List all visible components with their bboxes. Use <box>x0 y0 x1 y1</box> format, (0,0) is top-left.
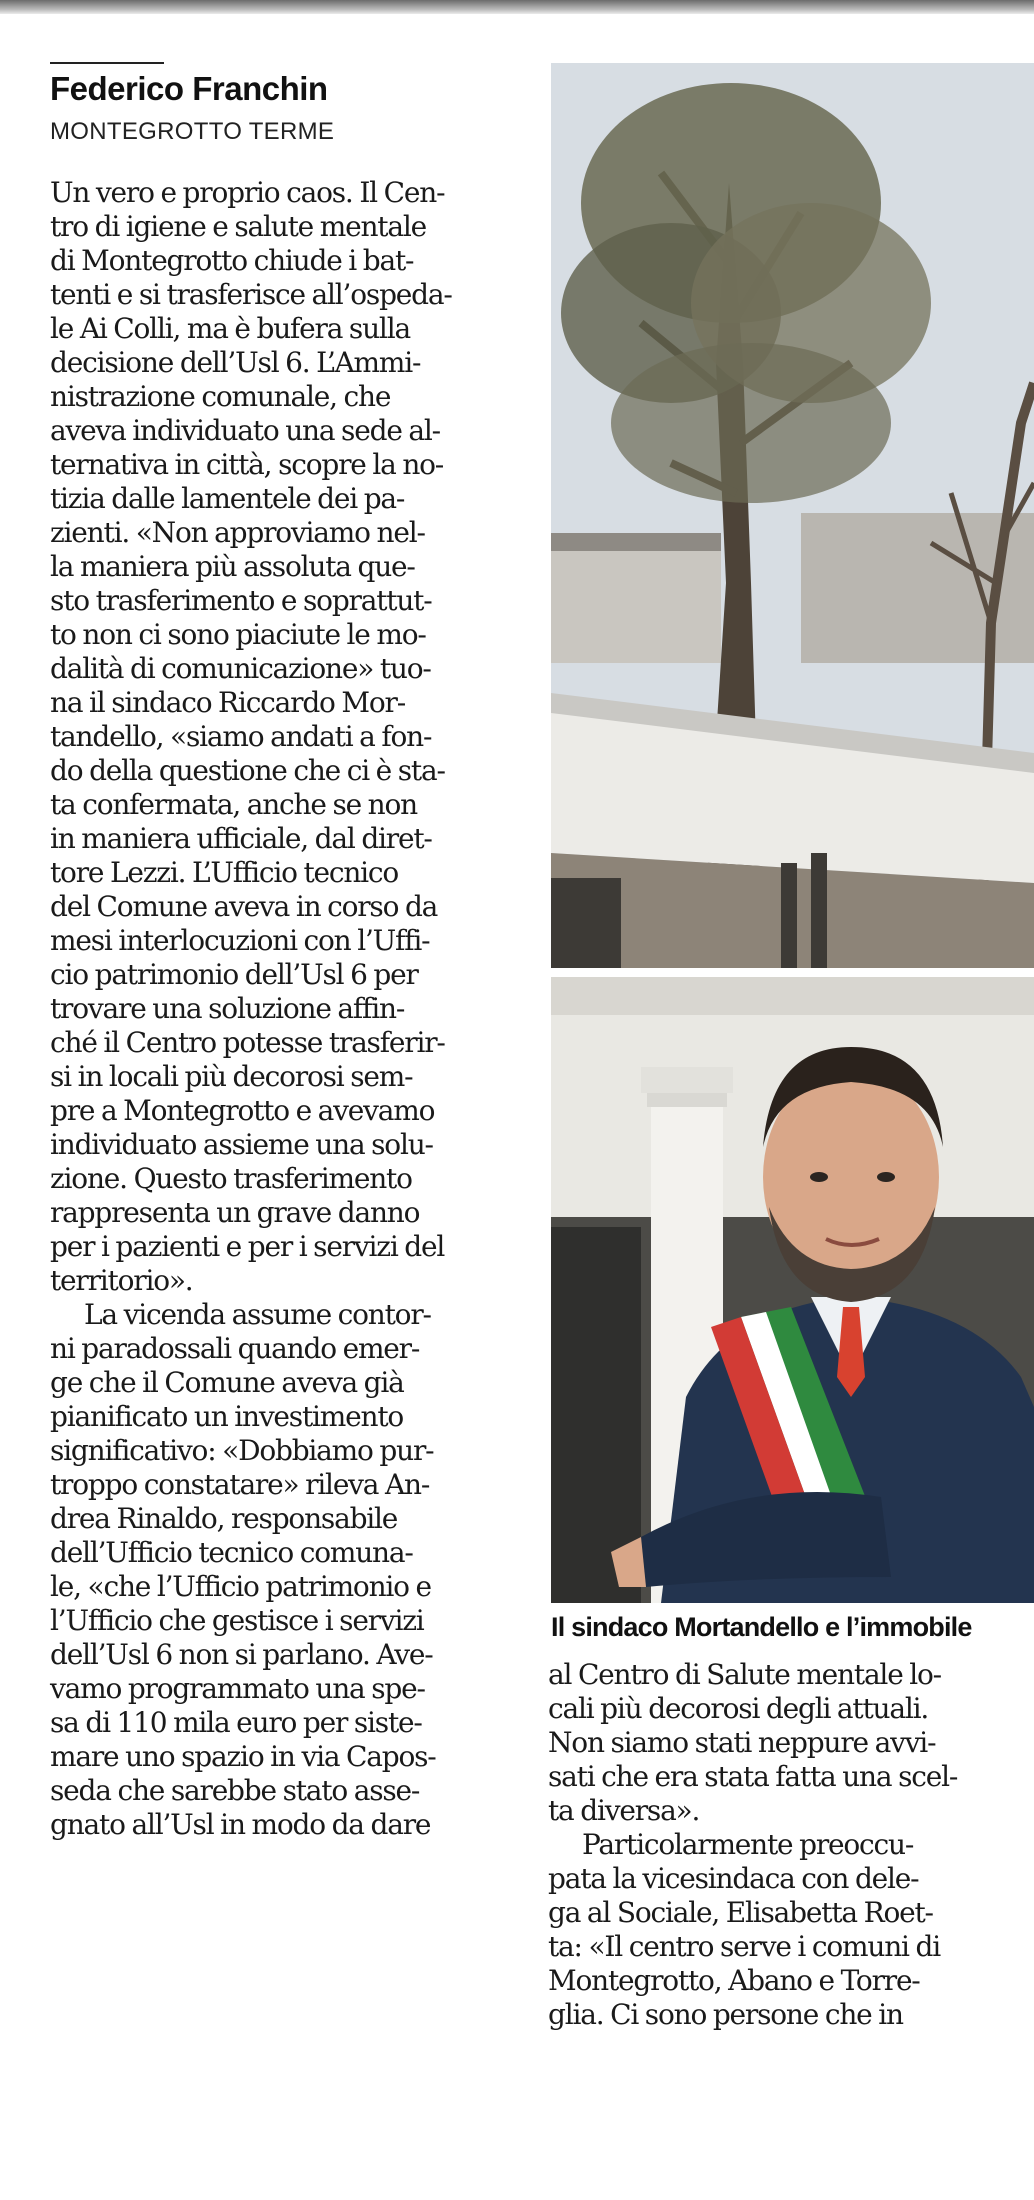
text-line: di Montegrotto chiude i bat- <box>50 244 414 277</box>
text-line: tandello, «siamo andati a fon- <box>50 720 432 753</box>
dateline-location: MONTEGROTTO TERME <box>50 118 335 145</box>
text-line: gnato all’Usl in modo da dare <box>50 1808 431 1841</box>
text-line: drea Rinaldo, responsabile <box>50 1502 398 1535</box>
author-name: Federico Franchin <box>50 70 328 107</box>
text-line: l’Ufficio che gestisce i servizi <box>50 1604 424 1637</box>
text-line: Particolarmente preoccu- <box>582 1828 914 1861</box>
text-line: sto trasferimento e soprattut- <box>50 584 432 617</box>
text-line: tro di igiene e salute mentale <box>50 210 426 243</box>
text-line: al Centro di Salute mentale lo- <box>548 1658 941 1691</box>
article-column-2 <box>548 1658 1028 2032</box>
text-line: decisione dell’Usl 6. L’Ammi- <box>50 346 421 379</box>
text-line: tizia dalle lamentele dei pa- <box>50 482 405 515</box>
text-line: in maniera ufficiale, dal diret- <box>50 822 432 855</box>
text-line: nistrazione comunale, che <box>50 380 391 413</box>
text-line: zione. Questo trasferimento <box>50 1162 412 1195</box>
text-line: le, «che l’Ufficio patrimonio e <box>50 1570 431 1603</box>
text-line: individuato assieme una solu- <box>50 1128 433 1161</box>
text-line: rappresenta un grave danno <box>50 1196 420 1229</box>
text-line: ta diversa». <box>548 1794 700 1827</box>
text-line: ternativa in città, scopre la no- <box>50 448 444 481</box>
text-line: La vicenda assume contor- <box>84 1298 431 1331</box>
text-line: dell’Ufficio tecnico comuna- <box>50 1536 413 1569</box>
byline-rule <box>50 62 164 64</box>
text-line: to non ci sono piaciute le mo- <box>50 618 426 651</box>
text-line: sati che era stata fatta una scel- <box>548 1760 958 1793</box>
text-line: mare uno spazio in via Capos- <box>50 1740 436 1773</box>
text-line: ga al Sociale, Elisabetta Roet- <box>548 1896 933 1929</box>
text-line: pre a Montegrotto e avevamo <box>50 1094 435 1127</box>
text-line: cali più decorosi degli attuali. <box>548 1692 929 1725</box>
text-line: ta confermata, anche se non <box>50 788 418 821</box>
text-line: glia. Ci sono persone che in <box>548 1998 903 2031</box>
article-column-1 <box>50 176 506 1842</box>
text-line: cio patrimonio dell’Usl 6 per <box>50 958 418 991</box>
text-line: ché il Centro potesse trasferir- <box>50 1026 445 1059</box>
text-line: Non siamo stati neppure avvi- <box>548 1726 936 1759</box>
text-line: seda che sarebbe stato asse- <box>50 1774 420 1807</box>
text-line: ta: «Il centro serve i comuni di <box>548 1930 940 1963</box>
text-line: sa di 110 mila euro per siste- <box>50 1706 422 1739</box>
text-line: significativo: «Dobbiamo pur- <box>50 1434 434 1467</box>
text-line: ni paradossali quando emer- <box>50 1332 420 1365</box>
text-line: tenti e si trasferisce all’ospeda- <box>50 278 452 311</box>
text-line: zienti. «Non approviamo nel- <box>50 516 425 549</box>
mayor-photo <box>551 977 1034 1603</box>
text-line: dell’Usl 6 non si parlano. Ave- <box>50 1638 433 1671</box>
text-line: dalità di comunicazione» tuo- <box>50 652 431 685</box>
text-line: vamo programmato una spe- <box>50 1672 425 1705</box>
text-line: si in locali più decorosi sem- <box>50 1060 413 1093</box>
text-line: per i pazienti e per i servizi del <box>50 1230 445 1263</box>
text-line: tore Lezzi. L’Ufficio tecnico <box>50 856 399 889</box>
text-line: del Comune aveva in corso da <box>50 890 438 923</box>
text-line: na il sindaco Riccardo Mor- <box>50 686 405 719</box>
text-line: territorio». <box>50 1264 193 1297</box>
photo-caption: Il sindaco Mortandello e l’immobile <box>551 1612 972 1642</box>
text-line: do della questione che ci è sta- <box>50 754 445 787</box>
text-line: le Ai Colli, ma è bufera sulla <box>50 312 410 345</box>
building-photo <box>551 63 1034 968</box>
text-line: aveva individuato una sede al- <box>50 414 440 447</box>
text-line: pianificato un investimento <box>50 1400 404 1433</box>
text-line: mesi interlocuzioni con l’Uffi- <box>50 924 430 957</box>
text-line: Un vero e proprio caos. Il Cen- <box>50 176 445 209</box>
text-line: troppo constatare» rileva An- <box>50 1468 430 1501</box>
text-line: trovare una soluzione affin- <box>50 992 405 1025</box>
text-line: ge che il Comune aveva già <box>50 1366 404 1399</box>
text-line: pata la vicesindaca con dele- <box>548 1862 919 1895</box>
page-top-shadow <box>0 0 1034 14</box>
text-line: Montegrotto, Abano e Torre- <box>548 1964 920 1997</box>
text-line: la maniera più assoluta que- <box>50 550 415 583</box>
